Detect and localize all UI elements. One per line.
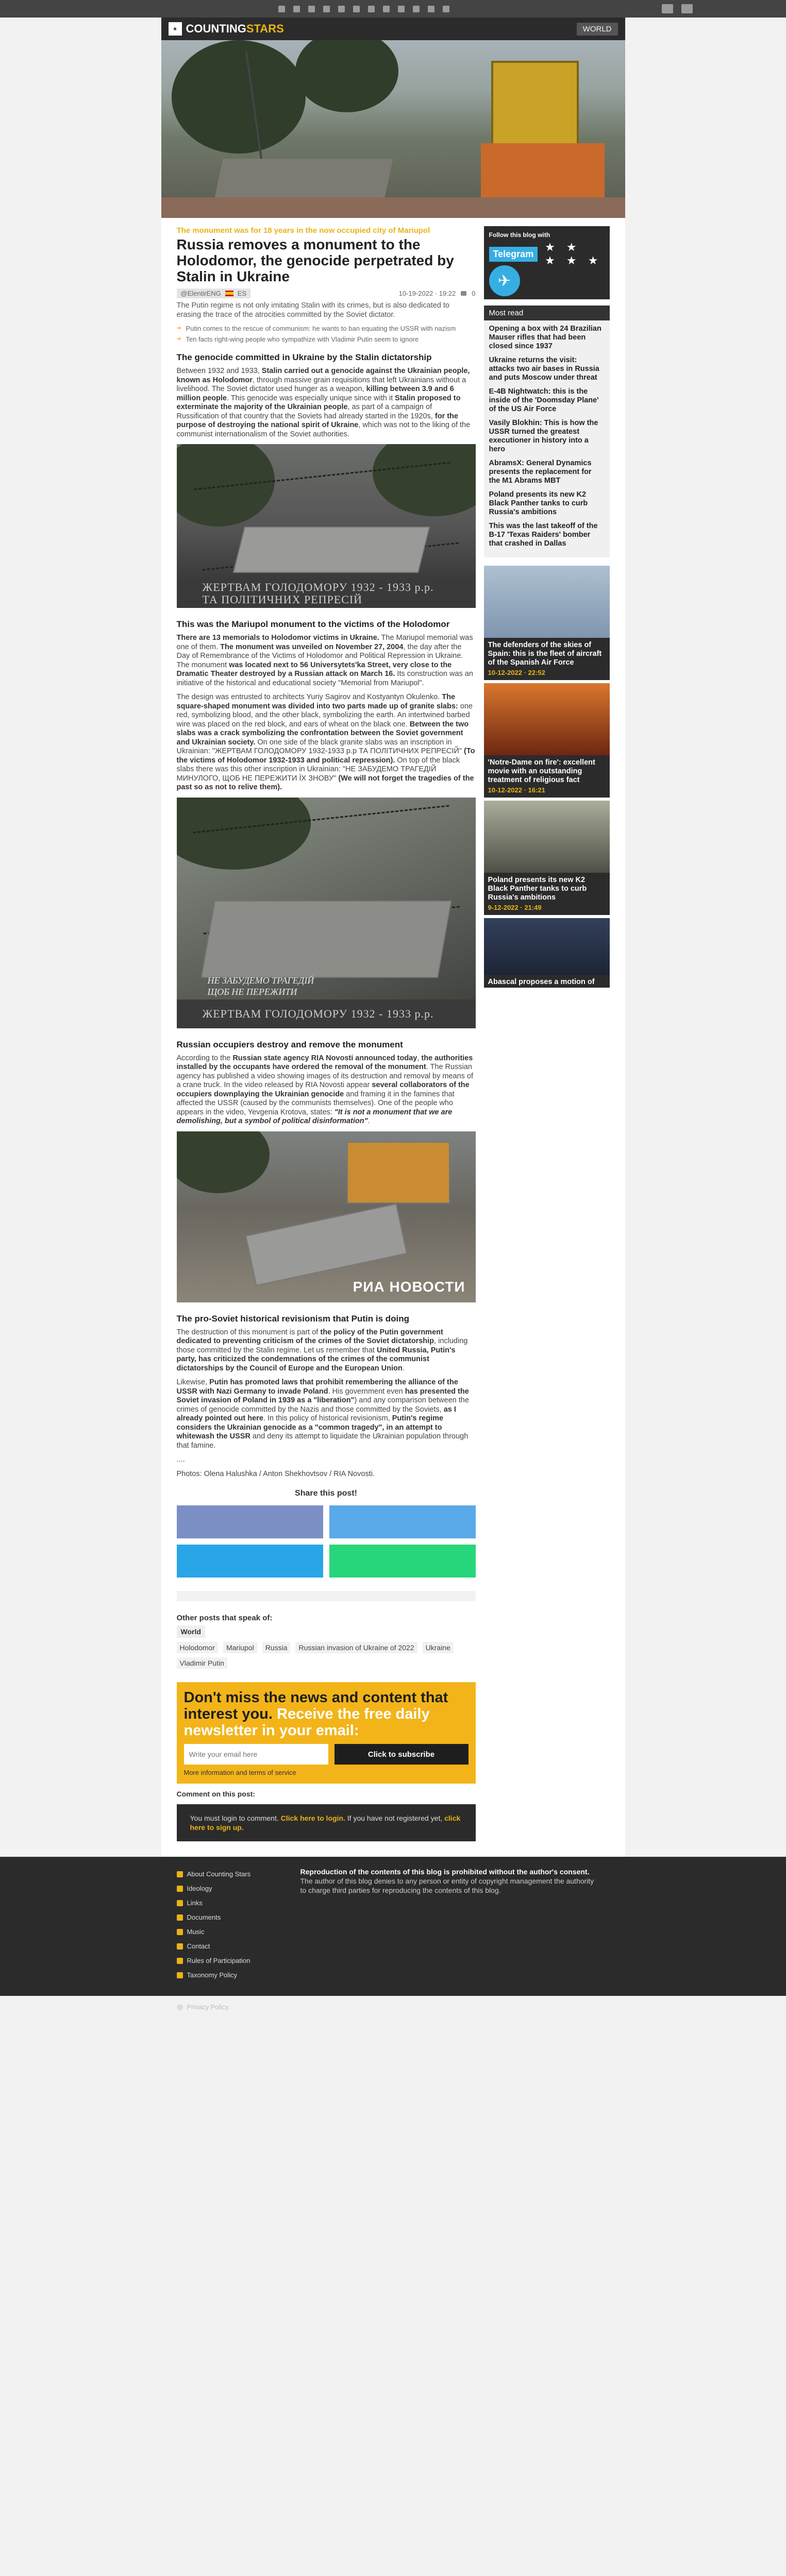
facebook-icon[interactable] bbox=[293, 6, 300, 12]
login-prompt: You must login to comment. Click here to login. If you have not registered yet, click here to sign up. bbox=[177, 1804, 476, 1841]
section-heading-mariupol: This was the Mariupol monument to the victims of the Holodomor bbox=[176, 619, 450, 629]
monument-plaque: ЖЕРТВАМ ГОЛОДОМОРУ 1932 - 1933 р.р. ТА ПОЛІТИЧНИХ РЕПРЕСІЙ bbox=[177, 579, 476, 608]
privacy-icon bbox=[177, 2004, 183, 2010]
most-read-item[interactable]: Poland presents its new K2 Black Panther tanks to curb Russia's ambitions bbox=[489, 490, 588, 516]
most-read-item[interactable]: AbramsX: General Dynamics presents the replacement for the M1 Abrams MBT bbox=[489, 459, 592, 485]
article-lead: The Putin regime is not only imitating Stalin with its crimes, but is also dedicated to erasing the trace of the atrocities committed by the Soviet dictator. bbox=[176, 301, 449, 319]
footer-link[interactable]: Links bbox=[177, 1896, 280, 1910]
paragraph-genocide: Between 1932 and 1933, Stalin carried out a genocide against the Ukrainian people, known as Holodomor, through massive grain requisitions that left Ukrainians without a livelihood. The Soviet dictator used hunger as a weapon, killing between 3.9 and 6 million people. This genocide was especially unique since with it Stalin proposed to exterminate the majority of the Ukrainian people, as part of a campaign of Russification of that country that the Soviets had already started in the 1920s, for the purpose of destroying the national spirit of Ukraine, which was not to the liking of the communist internationalism of the Soviet authorities. bbox=[176, 367, 471, 438]
most-read-item[interactable]: Ukraine returns the visit: attacks two air bases in Russia and puts Moscow under threat bbox=[489, 356, 599, 382]
paragraph-mariupol: There are 13 memorials to Holodomor victims in Ukraine. The Mariupol memorial was one of them. The monument was unveiled on November 27, 2004, the day after the Day of Remembrance of the Victims of Holodomor and Political Repression in Ukraine. The monument was located next to 56 Universytets'ka Street, very close to the Dramatic Theater destroyed by a Russian attack on March 16. Its construction was an initiative of the historical and educational society "Memorial from Mariupol". bbox=[176, 634, 473, 687]
site-logo[interactable]: ⋆ COUNTINGSTARS bbox=[169, 22, 284, 36]
post-thumbnail bbox=[484, 801, 610, 873]
share-buttons bbox=[177, 1505, 476, 1578]
language-link[interactable]: ES bbox=[237, 290, 247, 297]
twitter-icon[interactable] bbox=[278, 6, 285, 12]
post-thumbnail bbox=[484, 566, 610, 638]
folder-icon bbox=[177, 1914, 183, 1921]
tag-icon bbox=[177, 1972, 183, 1978]
share-whatsapp-button[interactable] bbox=[329, 1545, 476, 1578]
sidebar bbox=[484, 226, 610, 1857]
footer-link[interactable]: Ideology bbox=[177, 1882, 280, 1896]
tag-list bbox=[177, 1642, 476, 1669]
music-icon bbox=[177, 1929, 183, 1935]
most-read-item[interactable]: Opening a box with 24 Brazilian Mauser rifles that had been closed since 1937 bbox=[489, 325, 601, 350]
subscribe-button[interactable]: Click to subscribe bbox=[335, 1744, 469, 1765]
telegram-plane-icon: ✈ bbox=[489, 265, 520, 296]
section-world-button[interactable]: WORLD bbox=[577, 23, 618, 36]
paragraph-design: The design was entrusted to architects Yuriy Sagirov and Kostyantyn Okulenko. The square-shaped monument was divided into two parts made up of granite slabs: one red, symbolizing blood, and the other black, symbolizing the earth. An intertwined barbed wire was placed on the red block, and ears of wheat on the black one. Between the two slabs was a crack symbolizing the confrontation between the Soviet government and Ukrainian society. On one side of the black granite slabs was an inscription in Ukrainian: "ЖЕРТВАМ ГОЛОДОМОРУ 1932-1933 р.р ТА ПОЛІТИЧНИХ РЕПРЕСІЙ" (To the victims of Holodomor 1932-1933 and political repression). On top of the black slabs there was this other inscription in Ukrainian: "НЕ ЗАБУДЕМО ТРАГЕДІЙ МИНУЛОГО, ЩОБ НЕ ПЕРЕЖИТИ ЇХ ЗНОВУ" (We will not forget the tragedies of the past so as not to relive them). bbox=[176, 693, 475, 791]
tags-heading: Other posts that speak of: bbox=[176, 1614, 273, 1622]
tag-link[interactable]: Ukraine bbox=[423, 1642, 454, 1653]
category-link[interactable]: World bbox=[177, 1625, 205, 1638]
footer-link[interactable]: Taxonomy Policy bbox=[177, 1968, 280, 1982]
author-name[interactable]: @ElentirENG bbox=[180, 290, 221, 297]
author-badge[interactable] bbox=[177, 289, 251, 298]
footer-link[interactable]: Music bbox=[177, 1925, 280, 1939]
post-thumbnail bbox=[484, 683, 610, 755]
newsletter-email-input[interactable] bbox=[184, 1744, 328, 1765]
share-facebook-button[interactable] bbox=[177, 1505, 323, 1538]
section-heading-revisionism: The pro-Soviet historical revisionism that Putin is doing bbox=[176, 1313, 410, 1324]
tag-link[interactable]: Mariupol bbox=[223, 1642, 257, 1653]
checkbox-icon bbox=[177, 1958, 183, 1964]
newsletter-heading: Don't miss the news and content that interest you. Receive the free daily newsletter in your email: bbox=[183, 1689, 448, 1739]
top-social-bar bbox=[0, 0, 786, 18]
share-title: Share this post! bbox=[295, 1489, 357, 1498]
ellipsis-separator: .... bbox=[176, 1455, 185, 1464]
most-read-heading: Most read bbox=[484, 306, 610, 320]
tag-link[interactable]: Holodomor bbox=[177, 1642, 218, 1653]
telegram-follow-box[interactable]: Follow this blog with Telegram ✈ ★ ★ ★ ★ ★ bbox=[484, 226, 610, 299]
pinterest-icon[interactable] bbox=[443, 6, 449, 12]
share-telegram-button[interactable] bbox=[177, 1545, 323, 1578]
paragraph-occupiers: According to the Russian state agency RIA Novosti announced today, the authorities installed by the occupants have ordered the removal of the monument. The Russian agency has published a video showing images of its destruction and removal by means of a crane truck. In the video released by RIA Novosti appear several collaborators of the occupiers downplaying the Ukrainian genocide and framing it in the famines that affected the USSR (caused by the communists themselves). One of the people who appears in the video, Yevgenia Krotova, states: "It is not a monument that we are demolishing, but a symbol of political disinformation". bbox=[176, 1054, 473, 1125]
removal-photo bbox=[177, 1131, 476, 1302]
footer-links bbox=[177, 1867, 280, 1982]
reddit-icon[interactable] bbox=[428, 6, 434, 12]
tag-link[interactable]: Russian invasion of Ukraine of 2022 bbox=[295, 1642, 417, 1653]
copyright-notice: Reproduction of the contents of this blog is prohibited without the author's consent. The author of this blog denies to any person or entity of copyright management the authority to charge third parties for reproducing the contents of this blog. bbox=[300, 1868, 594, 1894]
linkedin-icon[interactable] bbox=[398, 6, 405, 12]
share-twitter-button[interactable] bbox=[329, 1505, 476, 1538]
sidebar-post-card[interactable]: 'Notre-Dame on fire': excellent movie with an outstanding treatment of religious fact 10-12-2022 · 16:21 bbox=[484, 683, 610, 798]
ria-novosti-watermark: РИА НОВОСТИ bbox=[353, 1278, 465, 1295]
monument-photo-1 bbox=[177, 444, 476, 608]
related-links bbox=[177, 325, 476, 343]
post-thumbnail bbox=[484, 918, 610, 975]
most-read-item[interactable]: E-4B Nightwatch: this is the inside of the 'Doomsday Plane' of the US Air Force bbox=[489, 387, 599, 413]
spain-flag-icon[interactable] bbox=[225, 291, 233, 296]
footer-link[interactable]: Rules of Participation bbox=[177, 1954, 280, 1968]
site-header bbox=[161, 18, 625, 40]
privacy-policy-link[interactable]: Privacy Policy bbox=[161, 1996, 625, 2018]
newsletter-terms-link[interactable]: More information and terms of service bbox=[183, 1769, 296, 1776]
rss-icon[interactable] bbox=[353, 6, 360, 12]
divider bbox=[177, 1591, 476, 1601]
login-link[interactable]: Click here to login. bbox=[280, 1814, 345, 1822]
monument-engraving: НЕ ЗАБУДЕМО ТРАГЕДІЙ ЩОБ НЕ ПЕРЕЖИТИ bbox=[207, 975, 314, 997]
monument-photo-2 bbox=[177, 798, 476, 1028]
telegram-icon[interactable] bbox=[338, 6, 345, 12]
instagram-icon[interactable] bbox=[308, 6, 315, 12]
footer-link[interactable]: Documents bbox=[177, 1910, 280, 1925]
bulb-icon bbox=[177, 1886, 183, 1892]
comments-heading: Comment on this post: bbox=[176, 1790, 255, 1798]
monument-plaque: ЖЕРТВАМ ГОЛОДОМОРУ 1932 - 1933 р.р. bbox=[177, 999, 476, 1028]
article-datetime: 10-19-2022 · 19:22 bbox=[398, 290, 456, 297]
site-footer bbox=[0, 1857, 786, 1996]
info-icon bbox=[177, 1871, 183, 1877]
article-title: Russia removes a monument to the Holodomor, the genocide perpetrated by Stalin in Ukraine bbox=[176, 236, 454, 284]
related-link[interactable]: ➜ Ten facts right-wing people who sympathize with Vladimir Putin seem to ignore bbox=[177, 335, 476, 343]
stars-icon: ★ ★ ★ ★ ★ bbox=[545, 241, 603, 267]
photo-credits: Photos: Olena Halushka / Anton Shekhovtsov / RIA Novosti. bbox=[176, 1469, 375, 1478]
link-icon bbox=[177, 1900, 183, 1906]
most-read-item[interactable]: Vasily Blokhin: This is how the USSR turned the greatest executioner in history into a hero bbox=[489, 419, 598, 453]
paragraph-likewise: Likewise, Putin has promoted laws that prohibit remembering the alliance of the USSR with Nazi Germany to invade Poland. His government even has presented the Soviet invasion of Poland in 1939 as a "liberation") and any comparison between the crimes of genocide committed by the Nazis and those committed by the Soviets, as I already pointed out here. In this policy of historical revisionism, Putin's regime considers the Ukrainian genocide as a "common tragedy", in an attempt to whitewash the USSR and deny its attempt to liquidate the Ukrainian population through that famine. bbox=[176, 1378, 469, 1450]
mail-icon bbox=[177, 1943, 183, 1950]
footer-link[interactable]: Contact bbox=[177, 1939, 280, 1954]
sidebar-post-card[interactable]: The defenders of the skies of Spain: this is the fleet of aircraft of the Spanish Air Force 10-12-2022 · 22:52 bbox=[484, 566, 610, 680]
article-meta bbox=[177, 289, 476, 298]
tag-link[interactable]: Vladimir Putin bbox=[177, 1657, 227, 1669]
mail-icon[interactable] bbox=[368, 6, 375, 12]
telegram-label: Telegram bbox=[489, 247, 538, 262]
sidebar-post-card[interactable]: Abascal proposes a motion of bbox=[484, 918, 610, 988]
signup-link[interactable]: click here to sign up. bbox=[190, 1814, 461, 1832]
logo-star-icon: ⋆ bbox=[169, 22, 182, 36]
menu-icon[interactable] bbox=[681, 4, 693, 13]
whatsapp-icon[interactable] bbox=[413, 6, 420, 12]
section-heading-occupiers: Russian occupiers destroy and remove the monument bbox=[176, 1039, 403, 1049]
search-icon[interactable] bbox=[662, 4, 673, 13]
page-container bbox=[161, 18, 625, 1857]
hero-image bbox=[161, 40, 625, 218]
paragraph-revisionism: The destruction of this monument is part of the policy of the Putin government dedicated to preventing criticism of the crimes of the Soviet dictatorship, including those committed by the Stalin regime. Let us remember that United Russia, Putin's party, has criticized the condemnations of the crimes of the communist dictatorships by the Council of Europe and the European Union. bbox=[176, 1328, 468, 1372]
tiktok-icon[interactable] bbox=[383, 6, 390, 12]
youtube-icon[interactable] bbox=[323, 6, 330, 12]
comment-count[interactable]: 0 bbox=[472, 290, 476, 297]
section-heading-genocide: The genocide committed in Ukraine by the Stalin dictatorship bbox=[176, 352, 432, 362]
related-link[interactable]: ➜ Putin comes to the rescue of communism: he wants to ban equating the USSR with nazism bbox=[177, 325, 476, 332]
most-read-item[interactable]: This was the last takeoff of the B-17 'Texas Raiders' bomber that crashed in Dallas bbox=[489, 522, 598, 548]
article-main bbox=[177, 226, 476, 1857]
comment-icon bbox=[461, 291, 466, 296]
sidebar-post-card[interactable]: Poland presents its new K2 Black Panther tanks to curb Russia's ambitions 9-12-2022 · 21:49 bbox=[484, 801, 610, 915]
footer-link[interactable]: About Counting Stars bbox=[177, 1867, 280, 1882]
most-read-list bbox=[484, 320, 610, 557]
article-kicker: The monument was for 18 years in the now occupied city of Mariupol bbox=[176, 226, 430, 235]
newsletter-box bbox=[177, 1682, 476, 1784]
tag-link[interactable]: Russia bbox=[262, 1642, 291, 1653]
